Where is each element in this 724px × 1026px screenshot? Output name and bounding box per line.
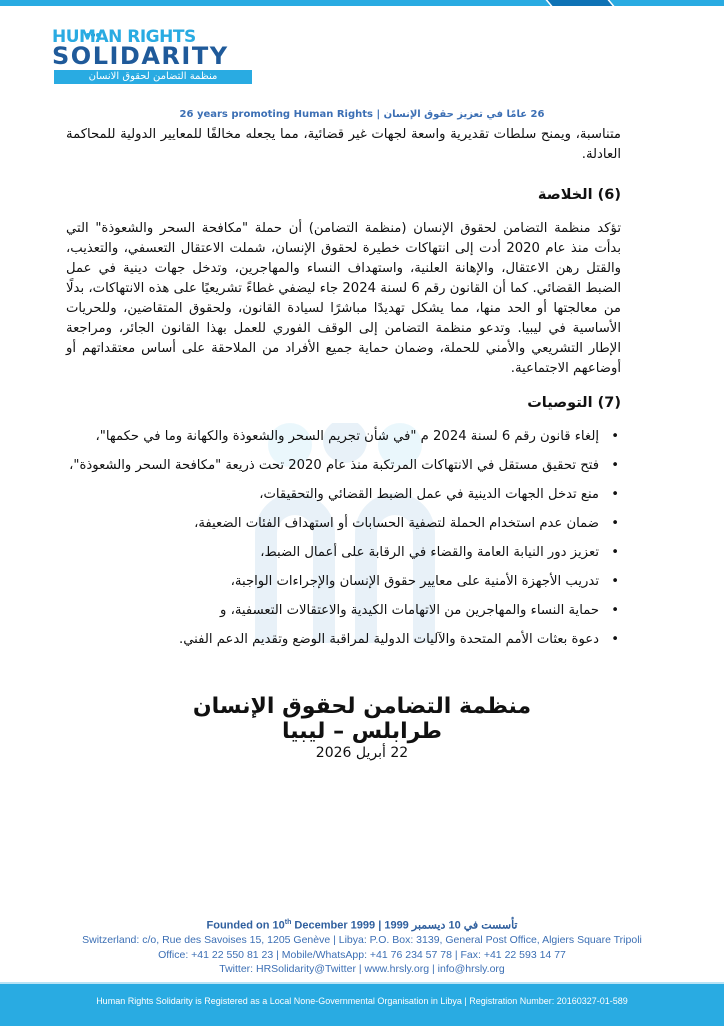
bullet-icon: • — [611, 458, 619, 473]
document-body — [66, 125, 621, 659]
footer-contacts — [0, 962, 724, 977]
twitter-link[interactable]: Twitter: HRSolidarity@Twitter — [219, 963, 356, 976]
bullet-icon: • — [611, 545, 619, 560]
list-item — [66, 427, 619, 447]
footer-founded — [0, 916, 724, 933]
website-link[interactable]: www.hrsly.org — [364, 963, 430, 976]
logo-line2: SOLIDARITY — [52, 42, 229, 70]
recommendation-text: ضمان عدم استخدام الحملة لتصفية الحسابات أو استهداف الفئات الضعيفة، — [194, 516, 599, 531]
section-7-heading: (7) التوصيات — [527, 395, 621, 411]
recommendation-text: منع تدخل الجهات الدينية في عمل الضبط القضائي والتحقيقات، — [259, 487, 599, 502]
separator: | — [432, 963, 435, 976]
list-item — [66, 456, 619, 476]
recommendation-text: فتح تحقيق مستقل في الانتهاكات المرتكبة منذ عام 2020 تحت ذريعة "مكافحة السحر والشعوذة"، — [69, 458, 599, 473]
tagline-en: 26 years promoting Human Rights — [179, 109, 373, 120]
intro-paragraph: متناسبة، ويمنح سلطات تقديرية واسعة لجهات غير قضائية، مما يجعله مخالفًا للمعايير الدولية للمحاكمة العادلة. — [66, 127, 621, 162]
recommendation-text: دعوة بعثات الأمم المتحدة والآليات الدولية لمراقبة الوضع وتقديم الدعم الفني. — [179, 632, 599, 647]
signature-place: طرابلس – ليبيا — [281, 719, 443, 744]
bullet-icon: • — [611, 574, 619, 589]
founded-ar: تأسست في 10 ديسمبر 1999 — [384, 919, 518, 932]
registration-text: Human Rights Solidarity is Registered as a Local None-Governmental Organisation in Libya | Registration Number: 20160327-01-589 — [96, 996, 628, 1006]
founded-en-suffix: December 1999 — [291, 919, 376, 932]
recommendation-text: تدريب الأجهزة الأمنية على معايير حقوق الإنسان والإجراءات الواجبة، — [230, 574, 599, 589]
bullet-icon: • — [611, 429, 619, 444]
recommendation-text: حماية النساء والمهاجرين من الاتهامات الكيدية والاعتقالات التعسفية، و — [220, 603, 599, 618]
top-banner — [0, 0, 724, 6]
signature-org: منظمة التضامن لحقوق الإنسان — [192, 694, 532, 719]
bullet-icon: • — [611, 603, 619, 618]
list-item — [66, 514, 619, 534]
signature-block — [0, 693, 724, 762]
recommendation-text: تعزيز دور النيابة العامة والقضاء في الرقابة على أعمال الضبط، — [260, 545, 599, 560]
recommendation-text: إلغاء قانون رقم 6 لسنة 2024 م "في شأن تجريم السحر والشعوذة والكهانة وما في حكمها"، — [95, 429, 599, 444]
list-item — [66, 485, 619, 505]
list-item — [66, 630, 619, 650]
email-link[interactable]: info@hrsly.org — [437, 963, 505, 976]
header-tagline — [0, 109, 724, 120]
founded-en-sup: th — [284, 919, 292, 926]
tagline-ar: 26 عامًا في تعزيز حقوق الإنسان — [383, 109, 545, 120]
footer-address: Switzerland: c/o, Rue des Savoises 15, 1205 Genève | Libya: P.O. Box: 3139, General Post Office, Algiers Square Tripoli — [82, 934, 642, 947]
bullet-icon: • — [611, 516, 619, 531]
section-6-heading: (6) الخلاصة — [537, 187, 621, 203]
list-item — [66, 543, 619, 563]
registration-banner — [0, 982, 724, 1026]
signature-date: 22 أبريل 2026 — [315, 745, 409, 761]
founded-separator: | — [378, 919, 382, 932]
founded-en-prefix: Founded on 10 — [206, 919, 285, 932]
footer-phones: Office: +41 22 550 81 23 | Mobile/WhatsApp: +41 76 234 57 78 | Fax: +41 22 593 14 77 — [158, 948, 566, 961]
footer — [0, 916, 724, 977]
bullet-icon: • — [611, 632, 619, 647]
tagline-separator: | — [376, 109, 381, 120]
top-banner-accent — [545, 0, 614, 6]
section-6-paragraph: تؤكد منظمة التضامن لحقوق الإنسان (منظمة التضامن) أن حملة "مكافحة السحر والشعوذة" التي بدأت منذ عام 2020 أدت إلى انتهاكات خطيرة لحقوق الإنسان، شملت الاعتقال التعسفي، والتعذيب، والقتل رهن الاعتقال، والإهانة العلنية، واستهداف النساء والمهاجرين، وتدخل جهات دينية في عمل الضبط القضائي. كما أن القانون رقم 6 لسنة 2024 جاء ليضفي غطاءً تشريعيًا على هذه الانتهاكات، بدلًا من معالجتها أو الحد منها، مما يشكل تهديدًا مباشرًا لسيادة القانون، ولحقوق المتقاضين، وللحريات الأساسية في ليبيا. وتدعو منظمة التضامن إلى الوقف الفوري للعمل بهذا القانون الجائر، ومراجعة الإطار التشريعي والأمني للحملة، وضمان حماية جميع الأفراد من الملاحقة على أساس معتقداتهم أو أوضاعهم الاجتماعية. — [66, 221, 622, 376]
list-item — [66, 572, 619, 592]
bullet-icon: • — [611, 487, 619, 502]
separator: | — [358, 963, 362, 976]
logo — [52, 22, 262, 84]
list-item — [66, 601, 619, 621]
recommendations-list — [66, 427, 621, 650]
logo-arabic: منظمة التضامن لحقوق الانسان — [54, 70, 252, 84]
logo-line1: HUMAN RIGHTS — [52, 27, 196, 47]
